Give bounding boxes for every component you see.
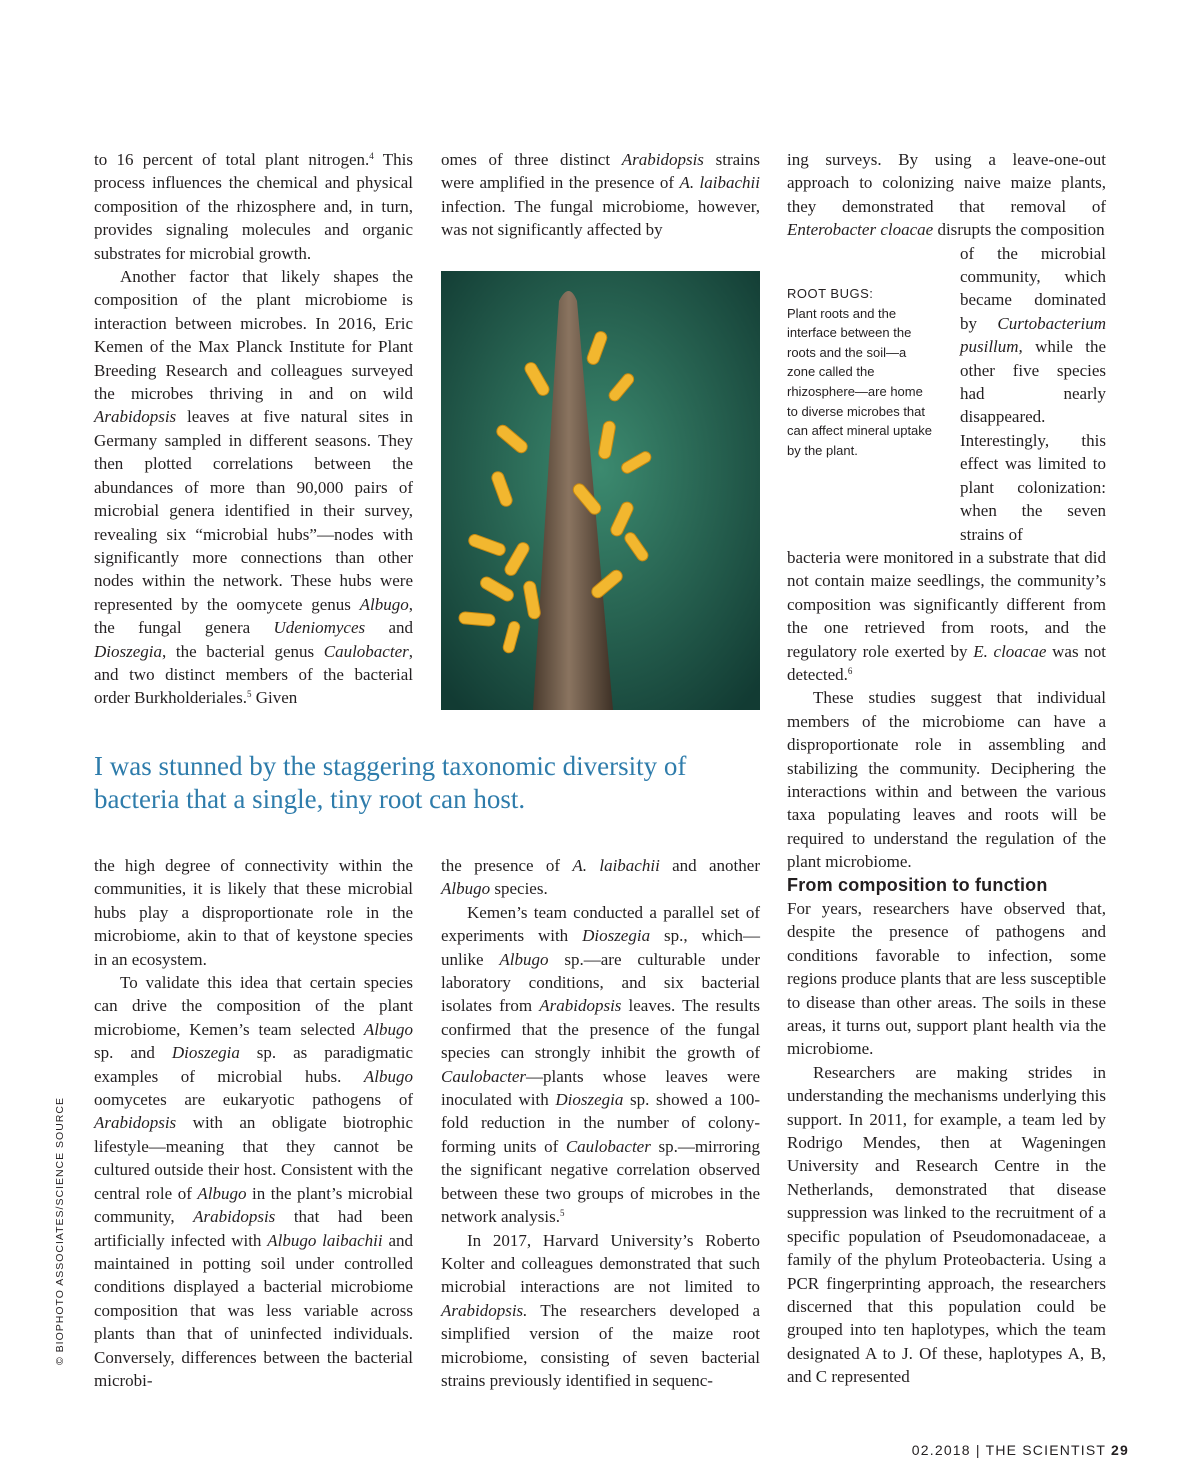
- text: sp.—mirroring the significant negative correlation observed between these two groups of microbes in the network analysis.: [441, 1136, 760, 1227]
- text: Kemen’s team conducted a parallel set of experiments with: [441, 902, 760, 946]
- text: , and two distinct members of the bacterial order Burkholderiales.: [94, 641, 413, 708]
- paragraph: [787, 148, 1106, 686]
- text: oomycetes are eukaryotic pathogens of: [94, 1090, 413, 1110]
- italic-term: Caulobacter: [323, 641, 409, 661]
- italic-term: Curtobacterium pusillum,: [960, 313, 1106, 357]
- text: To validate this idea that certain species can drive the composition of the plant microbiome, Kemen’s team selected: [94, 973, 413, 1039]
- wrapped-text-block: [960, 242, 1106, 546]
- paragraph: For years, researchers have observed that, despite the presence of pathogens and conditions favorable to infection, some regions produce plants that are less susceptible to disease than other areas. The soils in these areas, it turns out, support plant health via the microbiome.: [787, 899, 1106, 1059]
- paragraph: [441, 854, 760, 901]
- italic-term: Caulobacter: [441, 1066, 526, 1086]
- paragraph: [441, 1229, 760, 1393]
- paragraph: [441, 901, 760, 1229]
- italic-term: Dioszegia: [94, 641, 162, 661]
- text: bacteria were monitored in a substrate that did not contain maize seedlings, the community’s composition was significantly different from the one retrieved from roots, and the regulatory role exerted by: [787, 547, 1106, 661]
- reference-number: 4: [369, 151, 374, 161]
- text: of the microbial community, which became dominated by: [960, 243, 1106, 333]
- text: species.: [490, 879, 548, 899]
- issue-date: 02.2018: [911, 1442, 971, 1458]
- italic-term: Enterobacter cloacae: [787, 220, 934, 240]
- paragraph: Researchers are making strides in understanding the mechanisms underlying this support. In 2011, for example, a team led by Rodrigo Mendes, then at Wageningen University and Research Centre in the Netherlands, demonstrated that disease suppression was linked to the recruitment of a specific population of Pseudomonadaceae, a family of the phylum Proteobacteria. Using a PCR fingerprinting approach, the researchers discerned that this population could be grouped into ten haplotypes, which the team designated A to J. Of these, haplotypes A, B, and C represented: [787, 1062, 1106, 1387]
- italic-term: Albugo: [359, 594, 409, 614]
- text: in the plant’s microbial community,: [94, 1183, 413, 1227]
- text: strains were amplified in the presence of: [441, 150, 760, 193]
- root-bacteria-photo: [441, 271, 760, 710]
- text: sp.—are culturable under laboratory conditions, and six bacterial isolates from: [441, 949, 760, 1016]
- italic-term: Arabidopsis: [94, 1113, 177, 1133]
- italic-term: Albugo: [363, 1019, 413, 1039]
- column-1-top: [94, 148, 413, 710]
- paragraph: These studies suggest that individual members of the microbiome can have a disproportionate role in assembling and stabilizing the community. Deciphering the interactions within and between the various taxa populating leaves and roots will be required to understand the regulation of the plant microbiome.: [787, 688, 1106, 872]
- text: sp. and: [94, 1043, 172, 1063]
- paragraph: [94, 971, 413, 1392]
- italic-term: Arabidopsis.: [441, 1300, 528, 1320]
- column-2-bottom: [441, 854, 760, 1392]
- text: was not detected.: [787, 641, 1107, 684]
- text: that had been artificially infected with: [94, 1207, 413, 1250]
- text: and another: [659, 856, 760, 875]
- text: , the fungal genera: [94, 594, 413, 638]
- italic-term: Arabidopsis: [621, 150, 704, 169]
- italic-term: Arabidopsis: [94, 407, 177, 427]
- text: while the other five species had nearly disappeared. Interestingly, this effect was limited to plant colonization: when the seven strains of: [960, 337, 1106, 544]
- text: sp. showed a 100-fold reduction in the number of colony-forming units of: [441, 1090, 761, 1156]
- reference-number: 5: [559, 1208, 565, 1219]
- text: —plants whose leaves were inoculated with: [441, 1066, 760, 1110]
- text: the presence of: [441, 856, 573, 875]
- italic-term: Dioszegia: [555, 1090, 624, 1110]
- text: omes of three distinct: [441, 150, 622, 169]
- page-footer: [912, 1442, 1129, 1458]
- italic-term: Arabidopsis: [193, 1207, 276, 1227]
- italic-term: Arabidopsis: [539, 996, 622, 1016]
- text: leaves at five natural sites in Germany sampled in different seasons. They then plotted correlations between the abundances of more than 90,000 pairs of microbial genera identified in their survey, revealing six “microbial hubs”—nodes with significantly more connections than other nodes within the network. These hubs were represented by the oomycete genus: [94, 407, 413, 614]
- page-number: 29: [1111, 1442, 1129, 1458]
- text: and maintained in potting soil under controlled conditions displayed a bacterial microbiome composition that was less variable across plants than that of uninfected individuals. Conversely, differences between the bacterial microbi-: [94, 1230, 413, 1390]
- magazine-name: THE SCIENTIST: [985, 1442, 1106, 1458]
- italic-term: Caulobacter: [565, 1136, 651, 1156]
- italic-term: Albugo laibachii: [267, 1230, 383, 1250]
- footer-separator: |: [975, 1442, 981, 1458]
- text: Given: [251, 688, 298, 708]
- reference-number: 5: [246, 689, 252, 700]
- micrograph-image: [441, 271, 760, 710]
- italic-term: A. laibachii: [679, 173, 760, 193]
- italic-term: Albugo: [363, 1066, 413, 1086]
- text: This process influences the chemical and physical composition of the rhizosphere and, in turn, provides signaling molecules and organic substrates for microbial growth.: [94, 150, 414, 263]
- text: to 16 percent of total plant nitrogen.: [94, 150, 370, 169]
- column-2-top: [441, 148, 760, 242]
- text: infection. The fungal microbiome, however, was not significantly affected by: [441, 196, 760, 240]
- text: disrupts the composition: [933, 220, 1105, 240]
- reference-number: 6: [847, 665, 853, 676]
- italic-term: Albugo: [197, 1183, 247, 1203]
- italic-term: Dioszegia: [582, 926, 651, 946]
- text: sp., which—unlike: [441, 926, 760, 969]
- paragraph: [94, 148, 413, 265]
- italic-term: Udeniomyces: [273, 618, 366, 638]
- caption-text: Plant roots and the interface between the roots and the soil—a zone called the rhizosphere—are home to diverse microbes that can affect mineral uptake by the plant.: [787, 305, 933, 458]
- text: ing surveys. By using a leave-one-out approach to colonizing naive maize plants, they demonstrated that removal of: [787, 150, 1106, 216]
- text: leaves. The results confirmed that the presence of the fungal species can strongly inhibit the growth of: [441, 996, 760, 1063]
- column-3: [787, 148, 1106, 1389]
- pull-quote: I was stunned by the staggering taxonomic diversity of bacteria that a single, tiny root can host.: [94, 751, 687, 814]
- text: with an obligate biotrophic lifestyle—meaning that they cannot be cultured outside their host. Consistent with the central role of: [94, 1113, 413, 1203]
- text: In 2017, Harvard University’s Roberto Kolter and colleagues demonstrated that such microbial interactions are not limited to: [441, 1230, 760, 1297]
- paragraph: [94, 265, 413, 710]
- text: sp. as paradigmatic examples of microbial hubs.: [94, 1043, 413, 1086]
- text: The researchers developed a simplified version of the maize root microbiome, consisting of seven bacterial strains previously identified in sequenc-: [441, 1300, 760, 1390]
- text: , the bacterial genus: [162, 641, 324, 661]
- italic-term: Albugo: [441, 879, 491, 899]
- photo-credit: © BIOPHOTO ASSOCIATES/SCIENCE SOURCE: [54, 1097, 66, 1365]
- text: Another factor that likely shapes the composition of the plant microbiome is interaction between microbes. In 2016, Eric Kemen of the Max Planck Institute for Plant Breeding Research and colleagues surveyed the microbes thriving in and on wild: [94, 267, 413, 404]
- italic-term: A. laibachii: [572, 856, 660, 875]
- section-subhead: From composition to function: [787, 874, 1048, 895]
- caption-heading: ROOT BUGS:: [787, 286, 874, 301]
- column-1-bottom: [94, 854, 413, 1392]
- paragraph: [441, 148, 760, 242]
- italic-term: Albugo: [499, 949, 549, 969]
- text: and: [365, 618, 413, 638]
- italic-term: E. cloacae: [973, 641, 1047, 661]
- paragraph: the high degree of connectivity within the communities, it is likely that these microbial hubs play a disproportionate role in the microbiome, akin to that of keystone species in an ecosystem.: [94, 856, 413, 969]
- italic-term: Dioszegia: [171, 1043, 240, 1063]
